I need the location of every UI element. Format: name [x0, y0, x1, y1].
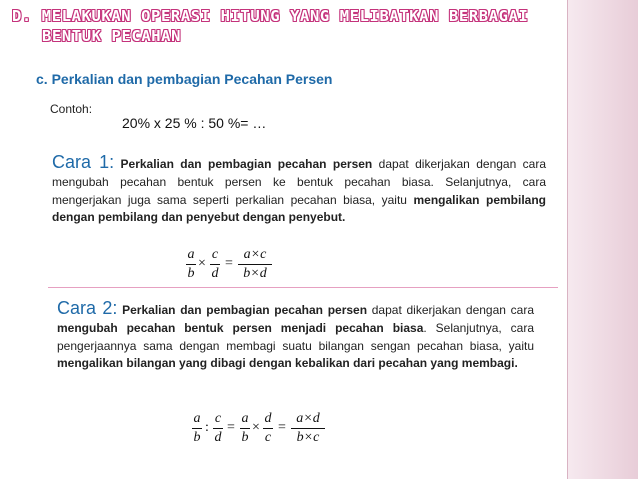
method-2-text-1: dapat dikerjakan dengan cara — [367, 303, 534, 317]
fraction-numerator: c — [214, 411, 222, 426]
method-2-label: Cara 2: — [57, 298, 118, 318]
title-line-2: BENTUK PECAHAN — [42, 27, 182, 45]
fraction-result — [291, 411, 325, 446]
method-2-text-2: . Selanjutnya, cara pengerjaannya sama dengan membagi suatu bilangan sengan pecahan biasa, yaitu — [57, 320, 534, 353]
method-1-bold-intro: Perkalian dan pembagian pecahan persen — [120, 157, 373, 171]
fraction-numerator: c — [211, 247, 219, 262]
fraction-product — [238, 247, 272, 282]
method-1-bold-rule: mengalikan pembilang dengan pembilang dan penyebut dengan penyebut. — [52, 192, 546, 225]
method-2-bold-rule: mengalikan bilangan yang dibagi dengan kebalikan dari pecahan yang membagi. — [57, 356, 518, 371]
title-line-1: D. MELAKUKAN OPERASI HITUNG YANG MELIBATKAN BERBAGAI — [12, 7, 529, 25]
decorative-side-band — [568, 0, 638, 479]
fraction-denominator: b×d — [243, 266, 267, 281]
fraction-numerator: a — [193, 411, 201, 426]
fraction-numerator: a — [187, 247, 195, 262]
formula-division — [192, 411, 332, 449]
method-1-label: Cara 1: — [52, 152, 115, 172]
fraction-c-over-d — [213, 411, 223, 446]
fraction-denominator: d — [214, 430, 222, 445]
fraction-denominator: d — [211, 266, 219, 281]
formula-multiplication — [186, 247, 266, 285]
divide-operator: : — [205, 420, 209, 435]
times-operator: × — [252, 420, 260, 435]
method-2-bold-convert: mengubah pecahan bentuk persen menjadi pecahan biasa — [57, 320, 424, 335]
fraction-numerator: a×d — [296, 411, 320, 426]
fraction-numerator: d — [264, 411, 272, 426]
equals-operator: = — [225, 256, 233, 271]
method-1-text: dapat dikerjakan dengan cara mengubah pecahan bentuk persen ke bentuk pecahan biasa. Selanjutnya, cara mengerjakan juga sama seperti perkalian pecahan biasa, yaitu — [52, 157, 547, 207]
section-subheading: c. Perkalian dan pembagian Pecahan Persen — [36, 71, 333, 87]
fraction-numerator: a×c — [243, 247, 267, 262]
method-2-paragraph — [57, 300, 534, 373]
slide-title — [12, 6, 568, 46]
example-label: Contoh: — [50, 102, 93, 116]
fraction-a-over-b — [186, 247, 196, 282]
section-divider — [48, 287, 558, 288]
fraction-d-over-c — [263, 411, 273, 446]
fraction-c-over-d — [210, 247, 220, 282]
fraction-denominator: c — [264, 430, 272, 445]
fraction-denominator: b — [241, 430, 249, 445]
fraction-denominator: b — [187, 266, 195, 281]
fraction-a-over-b — [192, 411, 202, 446]
decorative-divider — [567, 0, 568, 479]
fraction-numerator: a — [241, 411, 249, 426]
fraction-denominator: b×c — [296, 430, 320, 445]
method-2-bold-intro: Perkalian dan pembagian pecahan persen — [122, 303, 368, 317]
fraction-denominator: b — [193, 430, 201, 445]
equals-operator: = — [278, 420, 286, 435]
equals-operator: = — [227, 420, 235, 435]
example-expression: 20% x 25 % : 50 %= … — [122, 115, 267, 131]
times-operator: × — [198, 256, 206, 271]
method-1-paragraph — [52, 154, 546, 227]
fraction-a-over-b — [240, 411, 250, 446]
